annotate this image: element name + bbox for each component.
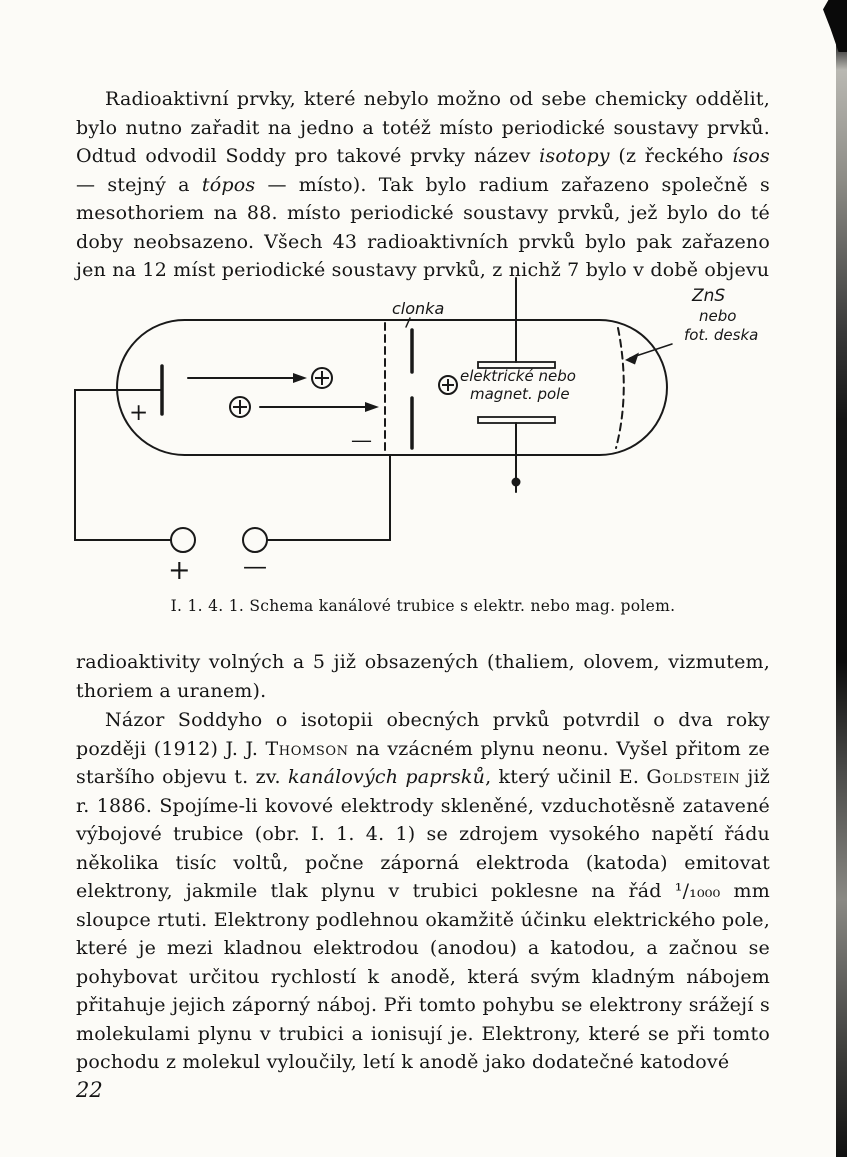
- figure-caption: I. 1. 4. 1. Schema kanálové trubice s elektr. nebo mag. polem.: [170, 597, 676, 615]
- scan-edge-artifact: [836, 0, 847, 1157]
- anode-lead-wire: [267, 455, 390, 540]
- arrowhead: [293, 373, 307, 383]
- polarity-signs: [129, 400, 372, 586]
- battery-plus-sign: +: [168, 555, 191, 586]
- anode-minus-sign: —: [351, 428, 372, 452]
- paragraph-thomson: [76, 706, 770, 1077]
- label-screen-fotdeska: fot. deska: [684, 326, 759, 344]
- text-run: (z řeckého: [609, 145, 733, 167]
- battery-terminal-positive: [171, 528, 195, 552]
- discharge-tube-outline: [117, 320, 667, 455]
- text-run: — místo). Tak bylo radium zařazeno společně s mesothoriem na 88. místo periodické soustavy prvků, jež bylo do té doby neobsazeno. Všech 43 radioaktivních prvků bylo pak zařazeno jen na 12 míst periodické soustavy prvků, z nichž 7 bylo v době objevu: [76, 173, 770, 281]
- text-run: mm sloupce rtuti. Elektrony podlehnou okamžitě účinku elektrického pole, které je mezi kladnou elektrodou (anodou) a katodou, a začnou se pohybovat určitou rychlostí k anodě, která svým kladným nábojem přitahuje jejich záporný náboj. Při tomto pohybu se elektrony srážejí s molekulami plynu v trubici a ionisují je. Elektrony, které se při tomto pochodu z molekul vyloučily, letí k anodě jako dodatečné katodové: [76, 880, 770, 1073]
- positive-symbols: [230, 368, 457, 417]
- text-run: , který učinil E.: [485, 766, 647, 788]
- text-run: Radioaktivní prvky, které nebylo možno od sebe chemicky oddělit, bylo nutno zařadit na jedno a totéž místo periodické soustavy prvků. Odtud odvodil Soddy pro takové prvky název: [76, 88, 770, 167]
- capacitor-plate-bottom: [478, 417, 555, 423]
- text-run-italic: tópos: [201, 173, 256, 196]
- text-run: již r. 1886. Spojíme-li kovové elektrody skleněné, vzduchotěsně zatavené výbojové trubice (obr. I. 1. 4. 1) se zdrojem vysokého napětí řádu několika tisíc voltů, počne záporná elektroda (katoda) emitovat elektrony, jakmile tlak plynu v trubici poklesne na řád: [76, 766, 770, 902]
- arrowhead: [365, 402, 379, 412]
- text-run: Názor Soddyho o isotopii obecných prvků potvrdil o dva roky později (1912) J. J.: [76, 709, 770, 760]
- text-run: — stejný a: [76, 173, 202, 196]
- label-screen-zns: ZnS: [692, 286, 726, 306]
- figure-linework: [75, 278, 672, 552]
- label-aperture: clonka: [392, 299, 445, 318]
- text-run: radioaktivity volných a 5 již obsazených (thaliem, olovem, vizmutem, thoriem a uranem).: [76, 651, 770, 702]
- lead-dot: [512, 478, 521, 487]
- cathode-lead-wire: [75, 390, 171, 540]
- arrowhead: [625, 353, 639, 365]
- text-run-italic: kanálových paprsků: [287, 766, 486, 788]
- battery-terminal-negative: [243, 528, 267, 552]
- cathode-plus-sign: +: [129, 400, 149, 426]
- text-run-smallcaps: Goldstein: [646, 766, 741, 788]
- label-field-line2: magnet. pole: [470, 385, 570, 403]
- page-number: 22: [76, 1078, 103, 1102]
- text-run-fraction: ¹/₁₀₀₀: [674, 880, 721, 902]
- text-run-smallcaps: Thomson: [265, 737, 349, 760]
- screen-dashed-line: [616, 328, 624, 448]
- text-run-italic: isotopy: [539, 145, 610, 167]
- figure-canal-ray-tube-diagram: [60, 268, 790, 600]
- label-field-line1: elektrické nebo: [460, 367, 576, 385]
- scan-corner-artifact: [817, 0, 847, 52]
- label-screen-nebo: nebo: [699, 307, 737, 325]
- paragraph-continuation: [76, 648, 770, 705]
- text-run: na vzácném plynu neonu. Vyšel přitom ze staršího objevu t. zv.: [76, 737, 770, 788]
- battery-minus-sign: —: [243, 552, 267, 580]
- paragraph-isotopes: [76, 85, 770, 285]
- text-run-italic: ísos: [732, 145, 770, 167]
